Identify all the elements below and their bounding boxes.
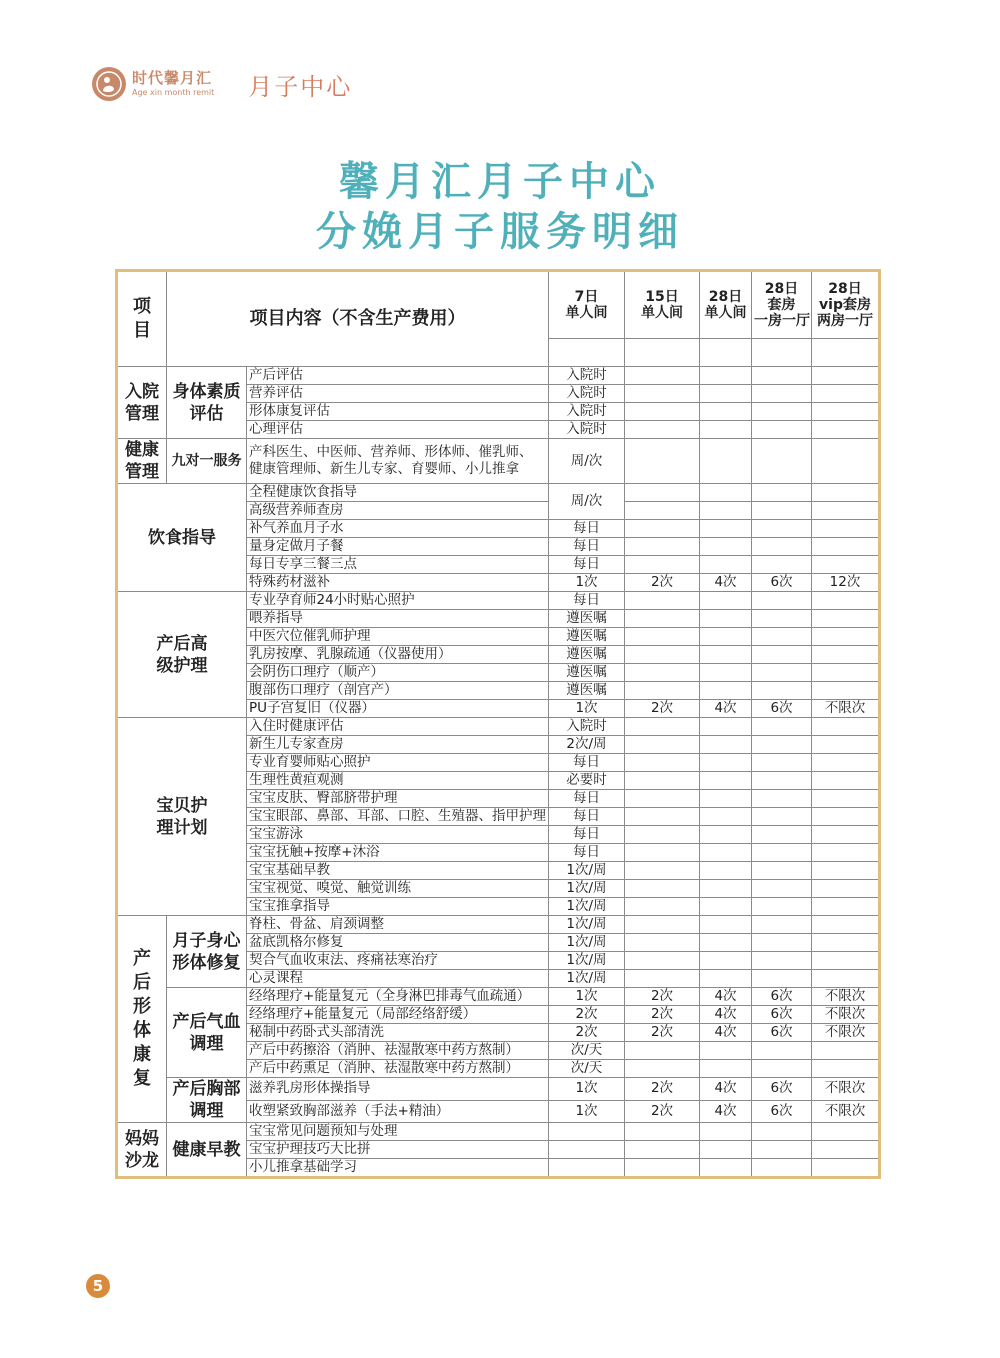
value-cell: 6次 <box>752 1006 812 1024</box>
header-col-28d: 28日 单人间 <box>700 271 752 339</box>
value-cell: 1次/周 <box>549 970 625 988</box>
table-row <box>117 1123 880 1141</box>
category-cell: 产后形体康复 <box>117 916 167 1123</box>
item-cell: 小儿推拿基础学习 <box>247 1159 549 1178</box>
header-project: 项目 <box>117 271 167 367</box>
subcategory-cell: 九对一服务 <box>167 439 247 484</box>
value-cell: 不限次 <box>812 1100 880 1123</box>
value-cell: 2次 <box>625 1024 700 1042</box>
item-cell: 会阴伤口理疗（顺产） <box>247 664 549 682</box>
value-cell: 不限次 <box>812 988 880 1006</box>
value-cell: 每日 <box>549 826 625 844</box>
value-cell: 1次/周 <box>549 898 625 916</box>
item-cell: 每日专享三餐三点 <box>247 556 549 574</box>
item-cell: 形体康复评估 <box>247 403 549 421</box>
value-cell: 1次 <box>549 700 625 718</box>
page-number: 5 <box>86 1274 110 1298</box>
brand-logo <box>92 67 126 101</box>
item-cell: 腹部伤口理疗（剖宫产） <box>247 682 549 700</box>
value-cell: 1次 <box>549 574 625 592</box>
item-cell: 产后中药擦浴（消肿、祛湿散寒中药方熬制） <box>247 1042 549 1060</box>
value-cell: 2次/周 <box>549 736 625 754</box>
brand-english: Age xin month remit <box>132 88 215 97</box>
value-cell: 遵医嘱 <box>549 610 625 628</box>
value-cell: 遵医嘱 <box>549 664 625 682</box>
category-cell: 健康管理 <box>117 439 167 484</box>
value-cell: 2次 <box>549 1006 625 1024</box>
mother-baby-icon <box>95 70 123 98</box>
value-cell: 不限次 <box>812 1078 880 1101</box>
value-cell: 2次 <box>549 1024 625 1042</box>
item-cell: 喂养指导 <box>247 610 549 628</box>
value-cell: 必要时 <box>549 772 625 790</box>
table-row <box>117 988 880 1006</box>
table-row <box>117 718 880 736</box>
item-cell: 宝宝抚触+按摩+沐浴 <box>247 844 549 862</box>
value-cell: 2次 <box>625 988 700 1006</box>
item-cell: 生理性黄疸观测 <box>247 772 549 790</box>
item-cell: 特殊药材滋补 <box>247 574 549 592</box>
header-content: 项目内容（不含生产费用） <box>167 271 549 367</box>
value-cell: 不限次 <box>812 700 880 718</box>
item-cell: 心理评估 <box>247 421 549 439</box>
table-header-row <box>117 271 880 339</box>
value-cell: 4次 <box>700 1006 752 1024</box>
item-cell: 宝宝游泳 <box>247 826 549 844</box>
value-cell: 每日 <box>549 538 625 556</box>
value-cell: 次/天 <box>549 1060 625 1078</box>
value-cell: 1次 <box>549 988 625 1006</box>
value-cell: 每日 <box>549 844 625 862</box>
table-row <box>117 1078 880 1101</box>
item-cell: 心灵课程 <box>247 970 549 988</box>
item-cell: 脊柱、骨盆、肩颈调整 <box>247 916 549 934</box>
item-cell: 经络理疗+能量复元（全身淋巴排毒气血疏通） <box>247 988 549 1006</box>
table-row <box>117 367 880 385</box>
item-cell: PU子宫复旧（仪器） <box>247 700 549 718</box>
category-cell: 饮食指导 <box>117 484 247 592</box>
item-cell: 全程健康饮食指导 <box>247 484 549 502</box>
value-cell: 每日 <box>549 754 625 772</box>
value-cell: 每日 <box>549 592 625 610</box>
item-cell: 宝宝视觉、嗅觉、触觉训练 <box>247 880 549 898</box>
category-cell: 妈妈沙龙 <box>117 1123 167 1178</box>
table-row <box>117 439 880 484</box>
item-cell: 营养评估 <box>247 385 549 403</box>
item-cell: 宝宝推拿指导 <box>247 898 549 916</box>
value-cell: 6次 <box>752 988 812 1006</box>
value-cell: 次/天 <box>549 1042 625 1060</box>
value-cell: 2次 <box>625 574 700 592</box>
value-cell: 4次 <box>700 700 752 718</box>
item-cell: 补气养血月子水 <box>247 520 549 538</box>
item-cell: 乳房按摩、乳腺疏通（仪器使用） <box>247 646 549 664</box>
brand-name: 时代馨月汇 <box>132 69 213 87</box>
item-cell: 新生儿专家查房 <box>247 736 549 754</box>
brand-text <box>132 71 214 97</box>
value-cell: 1次 <box>549 1078 625 1101</box>
value-cell: 6次 <box>752 1024 812 1042</box>
item-cell: 宝宝眼部、鼻部、耳部、口腔、生殖器、指甲护理 <box>247 808 549 826</box>
item-cell: 量身定做月子餐 <box>247 538 549 556</box>
subcategory-cell: 产后气血调理 <box>167 988 247 1078</box>
value-cell: 每日 <box>549 808 625 826</box>
value-cell: 2次 <box>625 1006 700 1024</box>
value-cell: 1次/周 <box>549 880 625 898</box>
value-cell: 每日 <box>549 556 625 574</box>
value-cell: 6次 <box>752 1078 812 1101</box>
item-cell: 宝宝皮肤、臀部脐带护理 <box>247 790 549 808</box>
value-cell: 2次 <box>625 1100 700 1123</box>
value-cell: 1次/周 <box>549 952 625 970</box>
subcategory-cell: 月子身心形体修复 <box>167 916 247 988</box>
value-cell: 入院时 <box>549 403 625 421</box>
table-row <box>117 916 880 934</box>
value-cell: 2次 <box>625 1078 700 1101</box>
header-tag: 月子中心 <box>248 72 353 101</box>
header-col-15d: 15日 单人间 <box>625 271 700 339</box>
item-cell: 秘制中药卧式头部清洗 <box>247 1024 549 1042</box>
item-cell: 中医穴位催乳师护理 <box>247 628 549 646</box>
item-cell: 滋养乳房形体操指导 <box>247 1078 549 1101</box>
value-cell: 6次 <box>752 700 812 718</box>
value-cell: 4次 <box>700 574 752 592</box>
value-cell: 入院时 <box>549 367 625 385</box>
value-cell: 1次 <box>549 1100 625 1123</box>
item-cell: 契合气血收束法、疼痛祛寒治疗 <box>247 952 549 970</box>
page-title-line1: 馨月汇月子中心 <box>339 159 661 205</box>
header-col-28d-vip: 28日 vip套房 两房一厅 <box>812 271 880 339</box>
item-cell: 收塑紧致胸部滋养（手法+精油） <box>247 1100 549 1123</box>
page-header <box>92 64 352 104</box>
value-cell: 4次 <box>700 1024 752 1042</box>
item-cell: 经络理疗+能量复元（局部经络舒缓） <box>247 1006 549 1024</box>
value-cell: 2次 <box>625 700 700 718</box>
item-cell: 专业育婴师贴心照护 <box>247 754 549 772</box>
value-cell: 1次/周 <box>549 934 625 952</box>
item-cell: 产后评估 <box>247 367 549 385</box>
value-cell: 每日 <box>549 520 625 538</box>
item-cell: 高级营养师查房 <box>247 502 549 520</box>
value-cell: 6次 <box>752 1100 812 1123</box>
item-cell: 盆底凯格尔修复 <box>247 934 549 952</box>
value-cell: 遵医嘱 <box>549 682 625 700</box>
value-cell: 1次/周 <box>549 862 625 880</box>
value-cell: 不限次 <box>812 1006 880 1024</box>
value-cell: 4次 <box>700 1078 752 1101</box>
value-cell: 1次/周 <box>549 916 625 934</box>
header-col-28d-suite: 28日 套房 一房一厅 <box>752 271 812 339</box>
value-cell: 周/次 <box>549 439 625 484</box>
value-cell: 入院时 <box>549 421 625 439</box>
value-cell: 12次 <box>812 574 880 592</box>
value-cell: 周/次 <box>549 484 625 520</box>
subcategory-cell: 健康早教 <box>167 1123 247 1178</box>
item-cell: 宝宝护理技巧大比拼 <box>247 1141 549 1159</box>
item-cell: 产后中药熏足（消肿、祛湿散寒中药方熬制） <box>247 1060 549 1078</box>
value-cell: 6次 <box>752 574 812 592</box>
page-title-line2: 分娩月子服务明细 <box>316 209 684 255</box>
item-cell: 专业孕育师24小时贴心照护 <box>247 592 549 610</box>
header-col-7d: 7日 单人间 <box>549 271 625 339</box>
value-cell: 4次 <box>700 1100 752 1123</box>
value-cell: 入院时 <box>549 385 625 403</box>
category-cell: 入院管理 <box>117 367 167 439</box>
value-cell: 遵医嘱 <box>549 628 625 646</box>
table-row <box>117 484 880 502</box>
value-cell: 遵医嘱 <box>549 646 625 664</box>
service-table <box>115 269 881 1179</box>
table-row <box>117 592 880 610</box>
value-cell: 每日 <box>549 790 625 808</box>
value-cell: 入院时 <box>549 718 625 736</box>
subcategory-cell: 身体素质评估 <box>167 367 247 439</box>
item-cell: 宝宝常见问题预知与处理 <box>247 1123 549 1141</box>
item-cell: 产科医生、中医师、营养师、形体师、催乳师、 健康管理师、新生儿专家、育婴师、小儿推拿 <box>247 439 549 484</box>
category-cell: 产后高级护理 <box>117 592 247 718</box>
item-cell: 宝宝基础早教 <box>247 862 549 880</box>
category-cell: 宝贝护理计划 <box>117 718 247 916</box>
item-cell: 入住时健康评估 <box>247 718 549 736</box>
value-cell: 4次 <box>700 988 752 1006</box>
value-cell: 不限次 <box>812 1024 880 1042</box>
subcategory-cell: 产后胸部调理 <box>167 1078 247 1123</box>
